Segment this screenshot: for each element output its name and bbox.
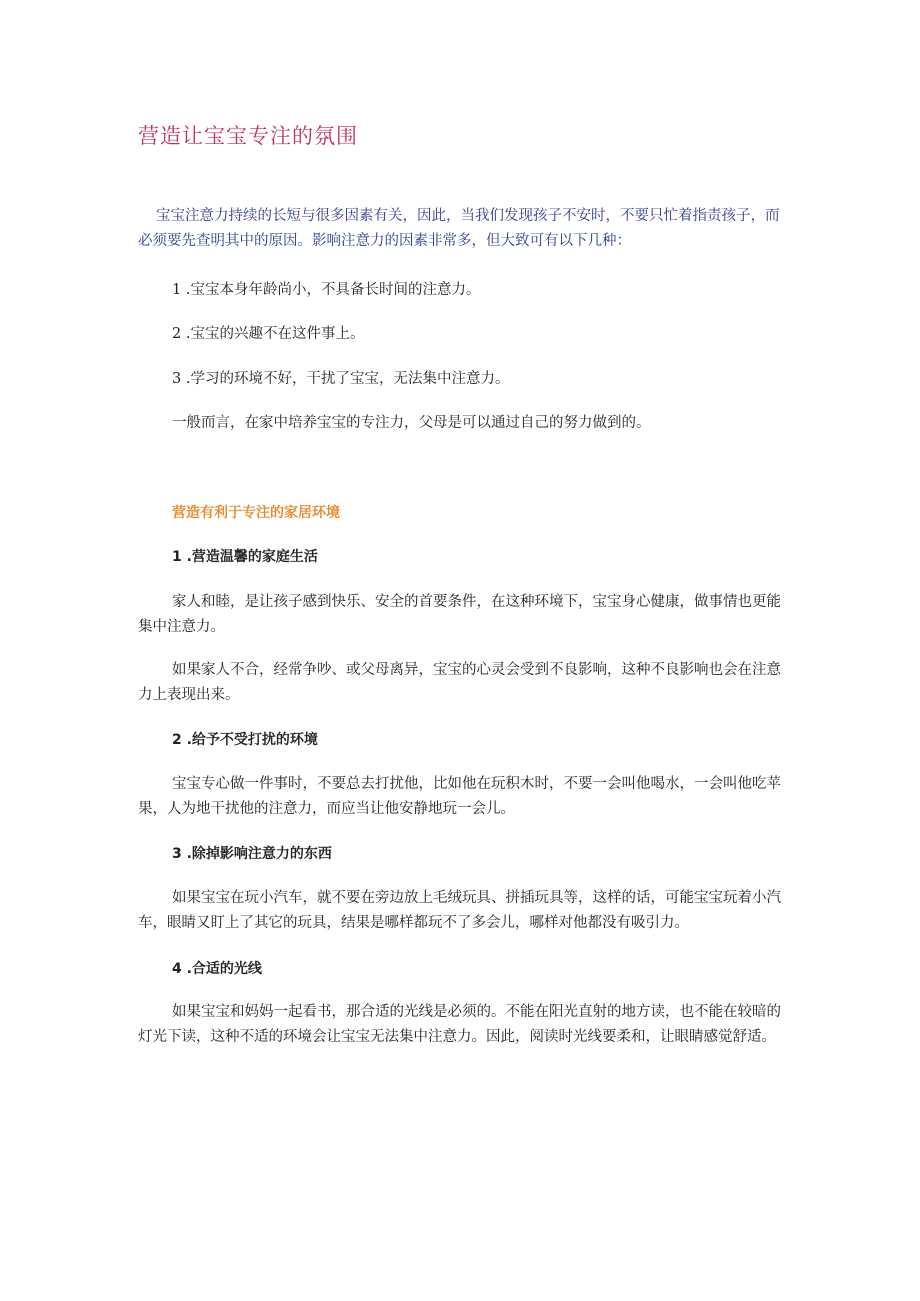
item-paragraph: 如果宝宝在玩小汽车，就不要在旁边放上毛绒玩具、拼插玩具等，这样的话，可能宝宝玩着小汽车，眼睛又盯上了其它的玩具，结果是哪样都玩不了多会儿，哪样对他都没有吸引力。 [138, 890, 781, 931]
item-paragraph: 如果宝宝和妈妈一起看书，那合适的光线是必须的。不能在阳光直射的地方读，也不能在较暗的灯光下读，这种不适的环境会让宝宝无法集中注意力。因此，阅读时光线要柔和，让眼睛感觉舒适。 [138, 1004, 781, 1045]
item-paragraph: 家人和睦，是让孩子感到快乐、安全的首要条件，在这种环境下，宝宝身心健康，做事情也更能集中注意力。 [138, 594, 781, 635]
reason-item: 1 .宝宝本身年龄尚小，不具备长时间的注意力。 [172, 282, 481, 298]
item-heading: 4 .合适的光线 [172, 961, 262, 977]
intro-paragraph: 宝宝注意力持续的长短与很多因素有关，因此，当我们发现孩子不安时，不要只忙着指责孩子，而必须要先查明其中的原因。影响注意力的因素非常多，但大致可有以下几种： [138, 208, 780, 249]
section-title: 营造有利于专注的家居环境 [172, 505, 340, 521]
item-paragraph: 如果家人不合，经常争吵、或父母离异，宝宝的心灵会受到不良影响，这种不良影响也会在注意力上表现出来。 [138, 662, 781, 703]
reason-item: 2 .宝宝的兴趣不在这件事上。 [172, 326, 365, 342]
item-heading: 1 .营造温馨的家庭生活 [172, 549, 318, 565]
page-title: 营造让宝宝专注的氛围 [138, 124, 358, 148]
summary-paragraph: 一般而言，在家中培养宝宝的专注力，父母是可以通过自己的努力做到的。 [172, 415, 651, 431]
item-heading: 3 .除掉影响注意力的东西 [172, 846, 332, 862]
reason-item: 3 .学习的环境不好，干扰了宝宝，无法集中注意力。 [172, 371, 510, 387]
item-heading: 2 .给予不受打扰的环境 [172, 732, 318, 748]
item-paragraph: 宝宝专心做一件事时，不要总去打扰他，比如他在玩积木时，不要一会叫他喝水，一会叫他吃苹果，人为地干扰他的注意力，而应当让他安静地玩一会儿。 [138, 776, 781, 817]
